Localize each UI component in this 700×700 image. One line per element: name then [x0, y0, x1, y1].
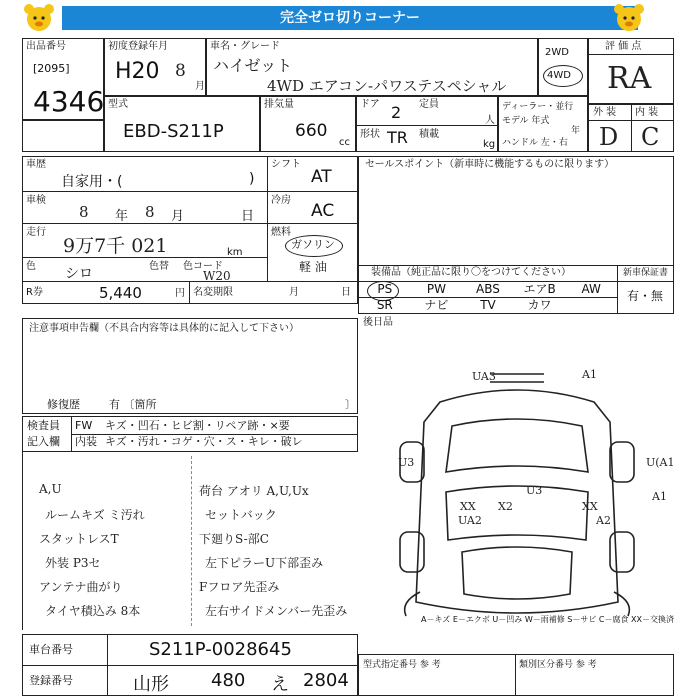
repair-history-label: 修復歴 [47, 398, 80, 411]
sales-point-label: セールスポイント（新車時に機能するものに限ります） [365, 159, 615, 170]
capacity-unit: 人 [485, 115, 495, 126]
car-outline-diagram [360, 362, 674, 630]
remark-line: 左右サイドメンバー先歪み [205, 604, 348, 618]
plate-class: 480 [211, 670, 246, 691]
lot-number-box [22, 38, 104, 120]
fuel-diesel: 軽 油 [299, 260, 327, 274]
registration-era: H20 [115, 59, 160, 84]
cc-unit: cc [339, 137, 350, 148]
remark-line: タイヤ積込み 8本 [45, 604, 141, 618]
inspect-row2-head: 内装 [75, 435, 97, 448]
sales-equipment-block [358, 156, 674, 328]
equipment-item: PS [377, 282, 393, 296]
vehicle-grade: 4WD エアコン-パワステスペシャル [267, 77, 507, 95]
inspect-row1-text: キズ・凹石・ヒビ割・リペア跡・×要 [105, 419, 290, 432]
damage-mark: UA2 [458, 514, 482, 527]
exterior-interior-box [588, 104, 674, 152]
registration-label: 初度登録年月 [108, 41, 168, 52]
lot-sub: [2095] [33, 62, 70, 75]
model-label: 型式 [108, 99, 128, 110]
damage-mark: U3 [398, 456, 415, 469]
warranty-label: 新車保証書 [623, 268, 669, 278]
color-label: 色 [26, 261, 36, 272]
class-number-label: 類別区分番号 参 考 [519, 660, 597, 670]
door-label: ドア [360, 99, 380, 110]
damage-mark: UA3 [472, 370, 496, 383]
inspection-month: 8 [145, 203, 155, 221]
equipment-item: エアB [523, 282, 556, 296]
blank-box [22, 120, 104, 152]
name-change-day: 日 [341, 287, 351, 298]
history-label: 車歴 [26, 159, 46, 170]
recycle-value: 5,440 [99, 284, 142, 302]
type-number-label: 型式指定番号 参 考 [363, 660, 441, 670]
history-value: 自家用・( [61, 174, 123, 190]
displacement-box [260, 96, 356, 152]
inspection-year-unit: 年 [115, 209, 129, 224]
interior-label: 内 装 [635, 107, 659, 118]
equipment-label: 装備品（純正品に限り〇をつけてください） [371, 267, 571, 278]
color-change-label: 色替 [149, 261, 169, 272]
plate-label: 登録番号 [29, 674, 73, 687]
mileage-value: 9万7千 021 [63, 235, 168, 257]
damage-mark: U3 [526, 484, 543, 497]
remark-line: アンテナ曲がり [39, 580, 123, 594]
inspection-day-unit: 日 [241, 209, 255, 224]
color-code: W20 [203, 269, 231, 283]
inspector-box [22, 416, 358, 452]
chassis-label: 車台番号 [29, 643, 73, 656]
lot-label: 出品番号 [26, 41, 66, 52]
damage-mark: XX [460, 500, 476, 513]
damage-mark: A1 [582, 368, 597, 381]
header [0, 0, 700, 36]
month-unit: 月 [195, 81, 205, 92]
vehicle-name: ハイゼット [213, 56, 293, 75]
damage-mark: U(A1 [646, 456, 675, 469]
door-count: 2 [391, 103, 402, 122]
dealer-box [498, 96, 588, 152]
damage-mark: XX [582, 500, 598, 513]
model-box [104, 96, 260, 152]
displacement-value: 660 [295, 121, 328, 141]
body-box [356, 96, 498, 152]
inspect-row2-text: キズ・汚れ・コゲ・穴・ス・キレ・破レ [105, 435, 303, 448]
history-close: ) [249, 171, 255, 187]
remark-line: セットバック [205, 508, 277, 522]
handle-label: ハンドル 左・右 [502, 138, 568, 148]
damage-mark: A2 [596, 514, 611, 527]
bear-mascot-icon [22, 3, 56, 33]
drive-4wd: 4WD [547, 70, 571, 81]
equipment-row-1 [359, 281, 617, 297]
grade-score-label: 評 価 点 [605, 41, 642, 52]
drive-2wd: 2WD [545, 47, 569, 58]
grade-score-box [588, 38, 674, 104]
registration-box [22, 634, 358, 696]
aircon-value: AC [311, 201, 335, 221]
fuel-label: 燃料 [271, 227, 291, 238]
km-unit: km [227, 247, 243, 258]
inspect-row1-head: FW [75, 419, 93, 432]
page-title: 完全ゼロ切りコーナー [62, 6, 638, 30]
first-registration-box [104, 38, 206, 96]
drive-type-box [538, 38, 588, 96]
capacity-label: 定員 [419, 99, 439, 110]
exterior-label: 外 装 [593, 107, 617, 118]
model-year-label: モデル 年式 [502, 116, 550, 126]
load-label: 積載 [419, 129, 439, 140]
fuel-gasoline: ガソリン [291, 238, 335, 251]
remark-line: スタットレスT [39, 532, 119, 546]
equipment-item: PW [426, 282, 446, 296]
equipment-item: ナビ [424, 298, 449, 312]
remark-line: Fフロア先歪み [199, 580, 280, 594]
model-code: EBD-S211P [123, 121, 224, 142]
chassis-number: S211P-0028645 [149, 639, 292, 660]
equipment-item: カワ [527, 298, 552, 312]
name-grade-label: 車名・グレード [210, 41, 280, 52]
vehicle-name-box [206, 38, 538, 96]
equipment-row-2 [359, 297, 617, 313]
recycle-label: R券 [26, 287, 43, 298]
notes-label: 注意事項申告欄（不具合内容等は具体的に記入して下さい） [29, 323, 299, 334]
remark-line: 荷台 アオリ A,U,Ux [199, 484, 309, 498]
exterior-score: D [599, 123, 619, 151]
warranty-value: 有・無 [627, 289, 664, 303]
inspector-label-2: 記入欄 [27, 435, 60, 448]
shift-label: シフト [271, 159, 301, 170]
grade-score: RA [607, 61, 652, 96]
shift-value: AT [311, 167, 332, 187]
remark-line: 下廻りS-部C [199, 532, 269, 546]
bear-mascot-icon [612, 3, 646, 33]
remark-line: 外装 P3セ [45, 556, 101, 570]
plate-region: 山形 [133, 674, 169, 695]
damage-mark: A1 [652, 490, 667, 503]
year-unit: 年 [571, 126, 581, 136]
registration-month: 8 [175, 61, 186, 81]
color-code-label: 色コード [183, 261, 223, 272]
equipment-item: ABS [476, 282, 500, 296]
reference-box [358, 654, 674, 696]
aircon-label: 冷房 [271, 195, 291, 206]
plate-number: 2804 [303, 670, 349, 691]
interior-score: C [641, 123, 660, 151]
yen-unit: 円 [175, 288, 185, 299]
repair-history-value: 有 〔箇所 [109, 398, 157, 411]
plate-kana: え [271, 674, 289, 695]
load-unit: kg [483, 139, 496, 150]
damage-mark: X2 [498, 500, 513, 513]
remark-line: A,U [39, 482, 62, 496]
lot-number: 4346 [33, 85, 105, 118]
damage-diagram [360, 362, 674, 630]
equipment-item: AW [581, 282, 601, 296]
inspector-label-1: 検査員 [27, 419, 60, 432]
equipment-item: SR [376, 298, 393, 312]
equipment-item: TV [480, 298, 496, 312]
inspection-label: 車検 [26, 195, 46, 206]
damage-legend: A－キズ E－エクボ U－凹み W－雨補修 S－サビ C－腐食 XX－交換済 [420, 615, 674, 624]
shape-label: 形状 [360, 129, 380, 140]
remark-line: 左下ピラーU下部歪み [205, 556, 324, 570]
inspection-year: 8 [79, 203, 89, 221]
repair-history-close: 〕 [345, 398, 356, 411]
displacement-label: 排気量 [264, 99, 294, 110]
remarks-area [22, 452, 359, 630]
remark-line: ルームキズ ミ汚れ [45, 508, 145, 522]
shape-value: TR [387, 128, 408, 147]
after-item-label: 後日品 [363, 317, 393, 328]
name-change-month: 月 [289, 287, 299, 298]
inspection-month-unit: 月 [171, 209, 185, 224]
vehicle-detail-block [22, 156, 358, 304]
color-value: シロ [65, 266, 93, 282]
name-change-label: 名変期限 [193, 287, 233, 298]
mileage-label: 走行 [26, 227, 46, 238]
dealer-label: ディーラー・並行 [502, 102, 574, 112]
notes-box [22, 318, 358, 414]
